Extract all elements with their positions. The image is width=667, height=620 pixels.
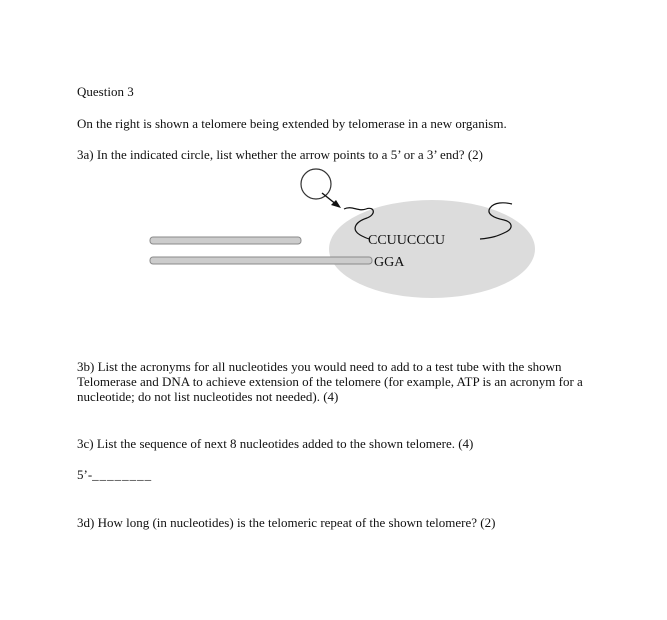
part-d-prompt: 3d) How long (in nucleotides) is the telomeric repeat of the shown telomere? (2) xyxy=(77,515,496,530)
answer-blanks: ________ xyxy=(92,467,153,482)
part-a-prompt: 3a) In the indicated circle, list whether the arrow points to a 5’ or a 3’ end? (2) xyxy=(77,147,483,162)
part-c-answer-line xyxy=(77,467,152,482)
rna-template-sequence: CCUUCCCU xyxy=(368,233,446,248)
dna-overhang-sequence: GGA xyxy=(374,255,405,270)
part-c-prompt: 3c) List the sequence of next 8 nucleotides added to the shown telomere. (4) xyxy=(77,436,474,451)
arrow-icon xyxy=(322,193,341,208)
part-b-prompt: 3b) List the acronyms for all nucleotides you would need to add to a test tube with the shown Telomerase and DNA to achieve extension of the telomere (for example, ATP is an acronym for a nucleotide; do not list nucleotides not needed). (4) xyxy=(77,359,583,404)
indicated-circle xyxy=(301,169,331,199)
question-intro: On the right is shown a telomere being extended by telomerase in a new organism. xyxy=(77,116,507,131)
dna-strand-top xyxy=(150,237,301,244)
telomerase-ellipse xyxy=(329,200,535,298)
answer-prefix: 5’- xyxy=(77,467,93,482)
question-title: Question 3 xyxy=(77,84,134,99)
dna-strand-bottom xyxy=(150,257,372,264)
